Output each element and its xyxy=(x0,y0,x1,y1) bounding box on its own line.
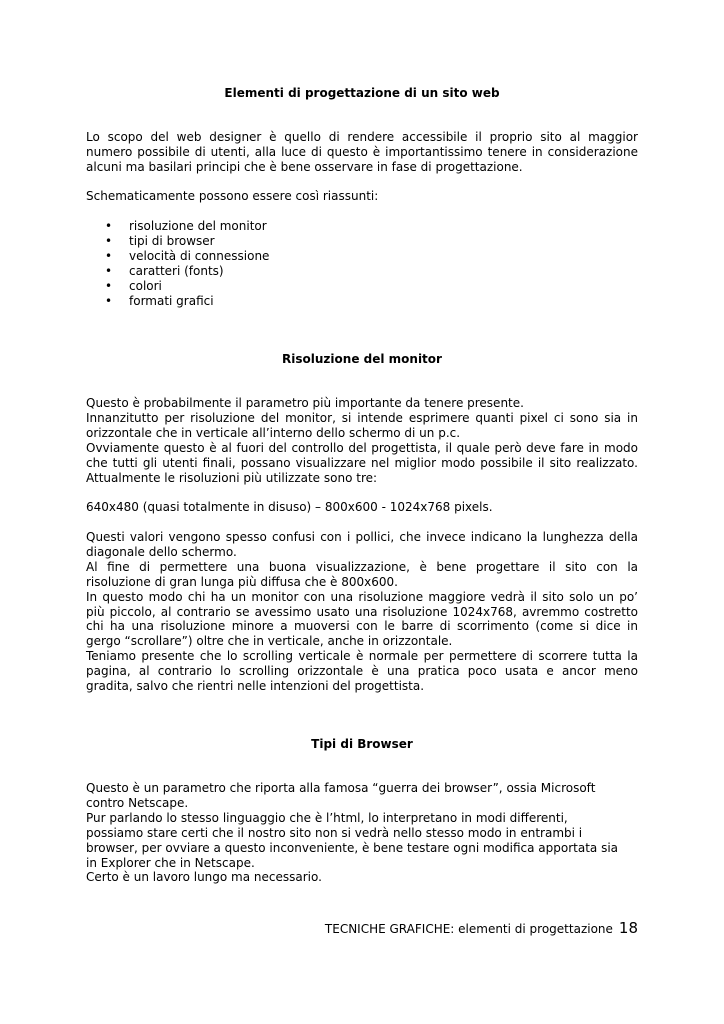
section-heading-browser: Tipi di Browser xyxy=(311,737,413,751)
text-line: Questi valori vengono spesso confusi con i pollici, che invece indicano la lunghezza della xyxy=(86,530,638,544)
risoluzione-paragraph-1 xyxy=(86,396,638,485)
text-line: orizzontale che in verticale all’interno dello schermo di un p.c. xyxy=(86,425,461,440)
schema-intro: Schematicamente possono essere così riassunti: xyxy=(86,189,379,203)
risoluzione-paragraph-2 xyxy=(86,530,638,694)
text-line: Questo è probabilmente il parametro più importante da tenere presente. xyxy=(86,396,524,410)
page-footer xyxy=(325,920,638,937)
browser-paragraph xyxy=(86,781,638,885)
list-item: • colori xyxy=(86,279,638,294)
text-line: più piccolo, al contrario se avessimo usato una risoluzione 1024x768, avremmo costretto xyxy=(86,604,638,619)
list-item: • velocità di connessione xyxy=(86,249,638,264)
text-line: Questo è un parametro che riporta alla famosa “guerra dei browser”, ossia Microsoft xyxy=(86,781,596,795)
text-line: gergo “scrollare”) oltre che in verticale, anche in orizzontale. xyxy=(86,634,453,649)
list-item: • tipi di browser xyxy=(86,234,638,249)
text-line: Ovviamente questo è al fuori del controllo del progettista, il quale però deve fare in modo xyxy=(86,440,638,455)
text-line: Al fine di permettere una buona visualizzazione, è bene progettare il sito con la xyxy=(86,559,638,574)
page-number: 18 xyxy=(618,919,638,937)
text-line: In questo modo chi ha un monitor con una risoluzione maggiore vedrà il sito solo un po’ xyxy=(86,589,638,604)
list-item: • formati grafici xyxy=(86,294,638,309)
intro-paragraph xyxy=(86,130,638,175)
text-line: numero possibile di utenti, alla luce di questo è importantissimo tenere in considerazione xyxy=(86,144,638,159)
list-item: • risoluzione del monitor xyxy=(86,219,638,234)
text-line: alcuni ma basilari principi che è bene osservare in fase di progettazione. xyxy=(86,159,523,174)
text-line: Innanzitutto per risoluzione del monitor, si intende esprimere quanti pixel ci sono sia in xyxy=(86,410,638,425)
footer-title: TECNICHE GRAFICHE: elementi di progettazione xyxy=(324,922,613,936)
text-line: gradita, salvo che rientri nelle intenzioni del progettista. xyxy=(86,679,425,694)
text-line: possiamo stare certi che il nostro sito non si vedrà nello stesso modo in entrambi i xyxy=(86,825,583,840)
text-line: in Explorer che in Netscape. xyxy=(86,855,255,870)
list-item: • caratteri (fonts) xyxy=(86,264,638,279)
text-line: contro Netscape. xyxy=(86,795,189,810)
text-line: risoluzione di gran lunga più diffusa che è 800x600. xyxy=(86,574,398,589)
resolutions-line: 640x480 (quasi totalmente in disuso) – 800x600 - 1024x768 pixels. xyxy=(86,500,493,514)
text-line: chi ha una risoluzione minore a muoversi con le barre di scorrimento (come si dice in xyxy=(86,619,638,634)
text-line: browser, per ovviare a questo inconveniente, è bene testare ogni modifica apportata sia xyxy=(86,840,619,855)
bullet-list xyxy=(86,219,638,308)
page-title: Elementi di progettazione di un sito web xyxy=(224,86,500,100)
section-heading-risoluzione: Risoluzione del monitor xyxy=(282,352,442,366)
text-line: Teniamo presente che lo scrolling verticale è normale per permettere di scorrere tutta la xyxy=(86,649,638,664)
text-line: Certo è un lavoro lungo ma necessario. xyxy=(86,870,322,885)
text-line: diagonale dello schermo. xyxy=(86,544,237,559)
text-line: Pur parlando lo stesso linguaggio che è l’html, lo interpretano in modi differenti, xyxy=(86,810,568,825)
text-line: pagina, al contrario lo scrolling orizzontale è una pratica poco usata e ancor meno xyxy=(86,664,638,679)
text-line: Lo scopo del web designer è quello di rendere accessibile il proprio sito al maggior xyxy=(86,130,638,144)
text-line: Attualmente le risoluzioni più utilizzate sono tre: xyxy=(86,470,378,485)
text-line: che tutti gli utenti finali, possano visualizzare nel miglior modo possibile il sito realizzato. xyxy=(86,455,638,470)
